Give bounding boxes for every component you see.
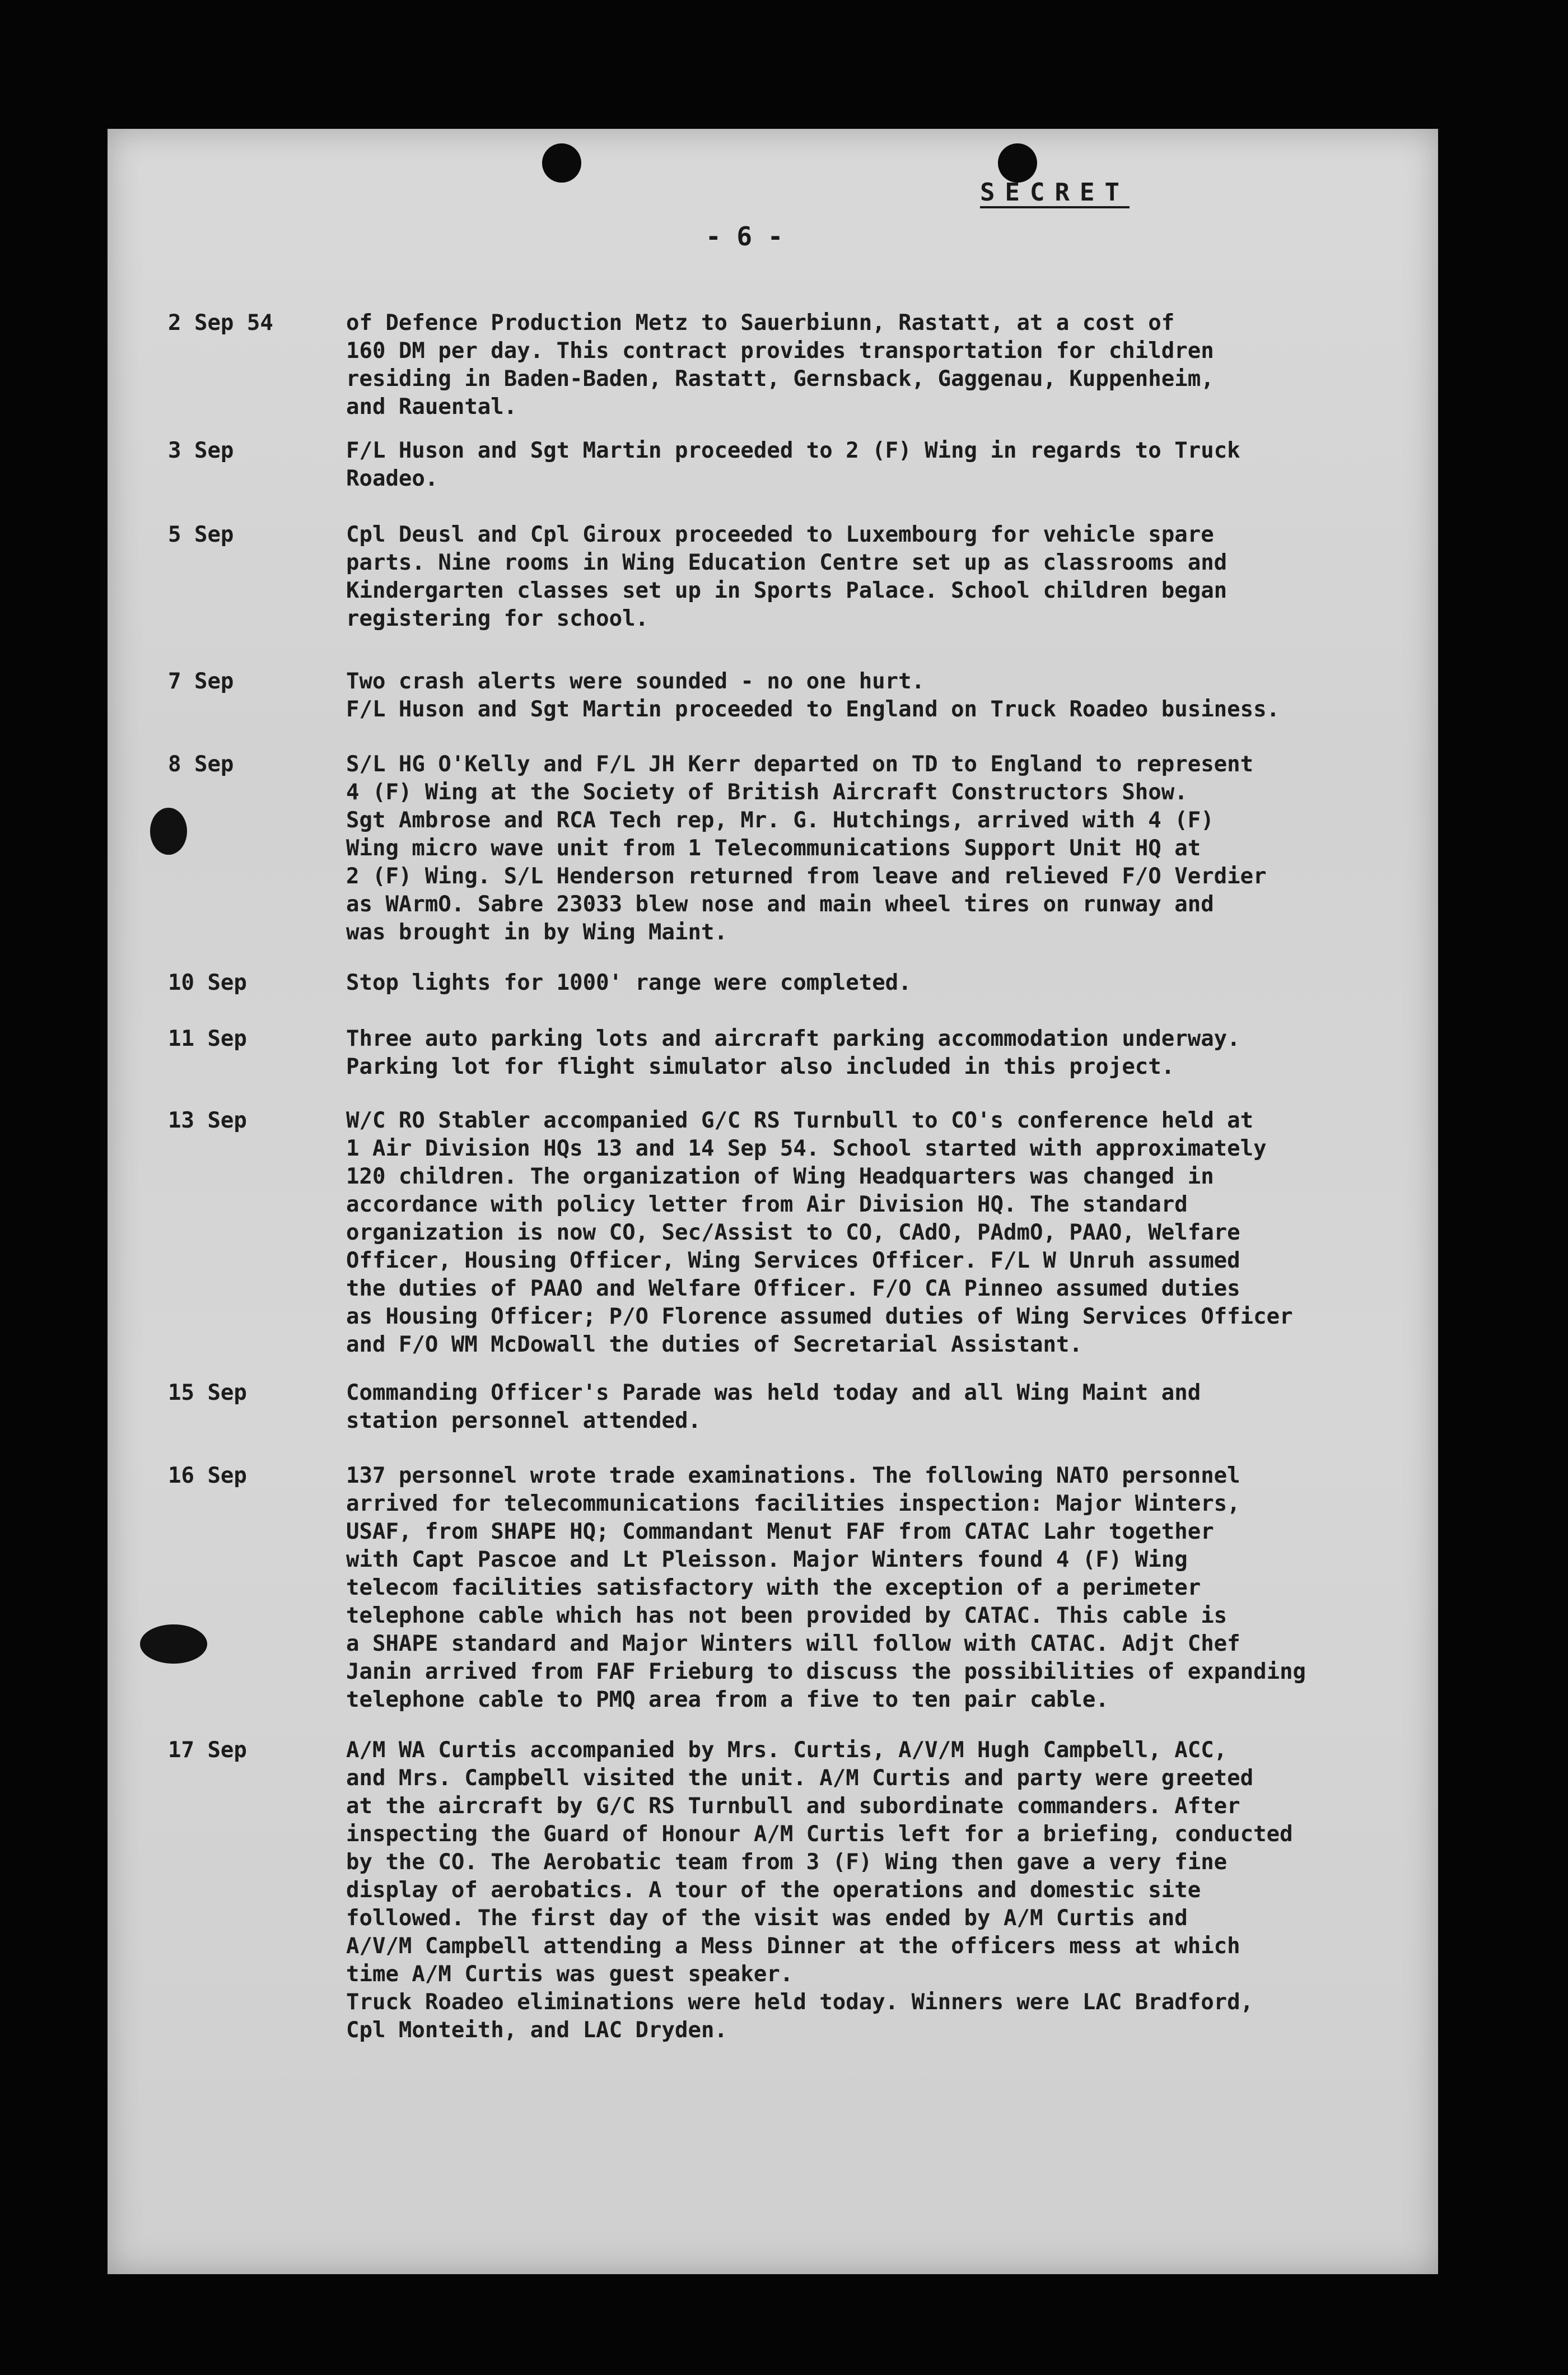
entry-date: 10 Sep [168, 970, 247, 995]
ink-smudge-lower [140, 1624, 207, 1664]
entry-date: 15 Sep [168, 1380, 247, 1405]
entry-date: 11 Sep [168, 1026, 247, 1051]
entry-text: A/M WA Curtis accompanied by Mrs. Curtis, A/V/M Hugh Campbell, ACC, and Mrs. Campbell visited the unit. A/M Curtis and party were greeted at the aircraft by G/C RS Turnbull and subordinate commanders. After inspecting the Guard of Honour A/M Curtis left for a briefing, conducted by the CO. The Aerobatic team from 3 (F) Wing then gave a very fine display of aerobatics. A tour of the operations and domestic site followed. The first day of the visit was ended by A/M Curtis and A/V/M Campbell attending a Mess Dinner at the officers mess at which time A/M Curtis was guest speaker. Truck Roadeo eliminations were held today. Winners were LAC Bradford, Cpl Monteith, and LAC Dryden. [346, 1738, 1293, 2043]
entry-date: 13 Sep [168, 1108, 247, 1133]
entry-text: Commanding Officer's Parade was held today and all Wing Maint and station personnel attended. [346, 1380, 1201, 1433]
entry-date: 7 Sep [168, 669, 234, 694]
entry-text: S/L HG O'Kelly and F/L JH Kerr departed on TD to England to represent 4 (F) Wing at the Society of British Aircraft Constructors Show. Sgt Ambrose and RCA Tech rep, Mr. G. Hutchings, arrived with 4 (F) Wing micro wave unit from 1 Telecommunications Support Unit HQ at 2 (F) Wing. S/L Henderson returned from leave and relieved F/O Verdier as WArmO. Sabre 23033 blew nose and main wheel tires on runway and was brought in by Wing Maint. [346, 752, 1267, 945]
entry-text: of Defence Production Metz to Sauerbiunn, Rastatt, at a cost of 160 DM per day. This contract provides transportation for children residing in Baden-Baden, Rastatt, Gernsback, Gaggenau, Kuppenheim, and Rauental. [346, 310, 1214, 420]
page-number: - 6 - [706, 221, 783, 252]
ink-smudge-upper [150, 808, 187, 855]
entry-text: W/C RO Stabler accompanied G/C RS Turnbull to CO's conference held at 1 Air Division HQs 13 and 14 Sep 54. School started with approximately 120 children. The organization of Wing Headquarters was changed in accordance with policy letter from Air Division HQ. The standard organization is now CO, Sec/Assist to CO, CAdO, PAdmO, PAAO, Welfare Officer, Housing Officer, Wing Services Officer. F/L W Unruh assumed the duties of PAAO and Welfare Officer. F/O CA Pinneo assumed duties as Housing Officer; P/O Florence assumed duties of Wing Services Officer and F/O WM McDowall the duties of Secretarial Assistant. [346, 1108, 1293, 1357]
entry-date: 5 Sep [168, 522, 234, 547]
entry-text: Cpl Deusl and Cpl Giroux proceeded to Luxembourg for vehicle spare parts. Nine rooms in Wing Education Centre set up as classrooms and Kindergarten classes set up in Sports Palace. School children began registering for school. [346, 522, 1228, 631]
entry-date: 17 Sep [168, 1738, 247, 1763]
entry-date: 16 Sep [168, 1463, 247, 1488]
classification-header: SECRET [980, 178, 1130, 207]
entry-text: Two crash alerts were sounded - no one hurt. F/L Huson and Sgt Martin proceeded to England on Truck Roadeo business. [346, 669, 1280, 722]
entry-text: F/L Huson and Sgt Martin proceeded to 2 (F) Wing in regards to Truck Roadeo. [346, 438, 1240, 491]
punch-hole-left [542, 143, 581, 183]
entry-text: 137 personnel wrote trade examinations. The following NATO personnel arrived for telecommunications facilities inspection: Major Winters, USAF, from SHAPE HQ; Commandant Menut FAF from CATAC Lahr together with Capt Pascoe and Lt Pleisson. Major Winters found 4 (F) Wing telecom facilities satisfactory with the exception of a perimeter telephone cable which has not been provided by CATAC. This cable is a SHAPE standard and Major Winters will follow with CATAC. Adjt Chef Janin arrived from FAF Frieburg to discuss the possibilities of expanding telephone cable to PMQ area from a five to ten pair cable. [346, 1463, 1306, 1712]
entry-date: 3 Sep [168, 438, 234, 463]
entry-text: Stop lights for 1000' range were completed. [346, 970, 912, 995]
entry-date: 8 Sep [168, 752, 234, 777]
entry-date: 2 Sep 54 [168, 310, 273, 336]
entry-text: Three auto parking lots and aircraft parking accommodation underway. Parking lot for flight simulator also included in this project. [346, 1026, 1240, 1079]
punch-hole-right [998, 143, 1037, 183]
